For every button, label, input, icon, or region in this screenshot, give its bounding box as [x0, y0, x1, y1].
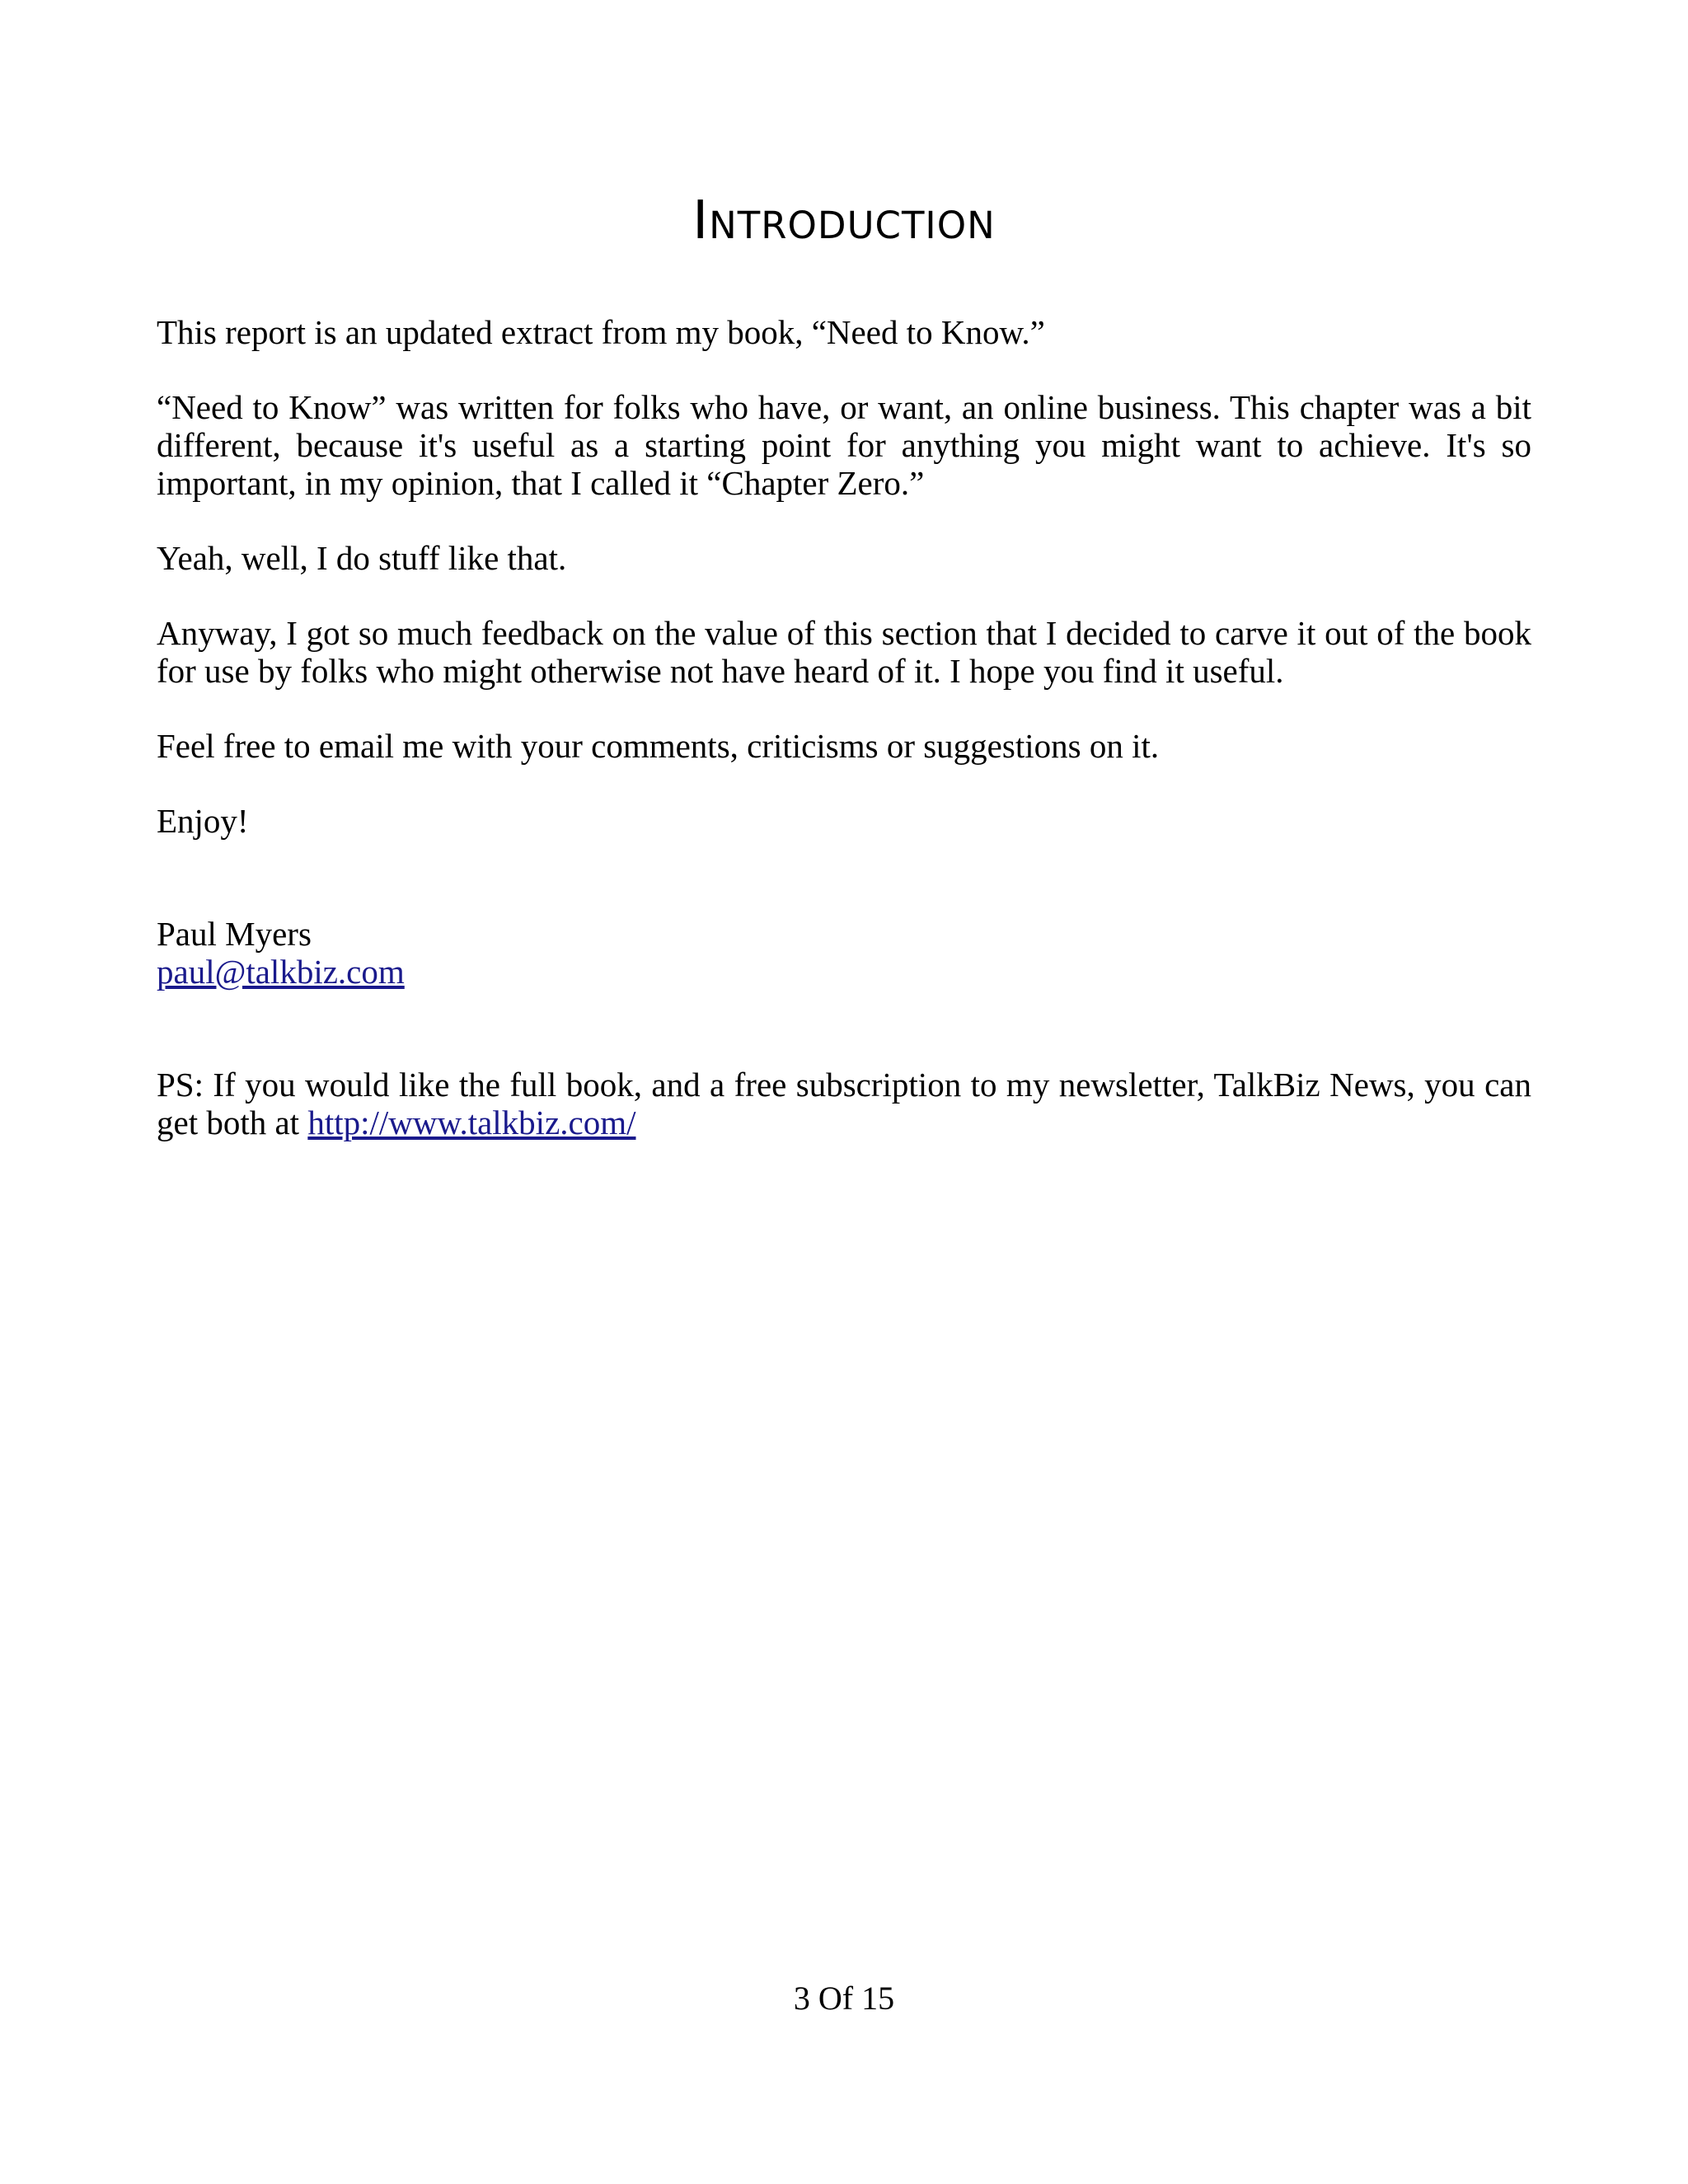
- website-link[interactable]: http://www.talkbiz.com/: [307, 1104, 636, 1141]
- paragraph-1: This report is an updated extract from my book, “Need to Know.”: [157, 313, 1045, 351]
- signature-name: Paul Myers: [157, 915, 312, 953]
- spacer: [157, 991, 1531, 1029]
- paragraph-3: Yeah, well, I do stuff like that.: [157, 539, 567, 577]
- page-number-footer: 3 Of 15: [793, 1980, 895, 2017]
- email-link[interactable]: paul@talkbiz.com: [157, 953, 405, 991]
- paragraph-4: Anyway, I got so much feedback on the value of this section that I decided to carve it out of the book for use by folks who might otherwise not have heard of it. I hope you find it useful.: [157, 614, 1531, 690]
- ps-paragraph: [157, 1066, 1531, 1141]
- signature-email-line: [157, 953, 1531, 991]
- paragraph-2: “Need to Know” was written for folks who have, or want, an online business. This chapter was a bit different, because it's useful as a starting point for anything you might want to achieve. It's so important, in my opinion, that I called it “Chapter Zero.”: [157, 388, 1531, 502]
- page-title: Introduction: [692, 190, 996, 251]
- paragraph-5: Feel free to email me with your comments, criticisms or suggestions on it.: [157, 727, 1160, 765]
- document-body: [157, 313, 1531, 1179]
- ps-text: PS: If you would like the full book, and a free subscription to my newsletter, TalkBiz News, you can get both at: [157, 1066, 1531, 1141]
- spacer: [157, 877, 1531, 915]
- paragraph-6: Enjoy!: [157, 802, 249, 840]
- spacer: [157, 1029, 1531, 1066]
